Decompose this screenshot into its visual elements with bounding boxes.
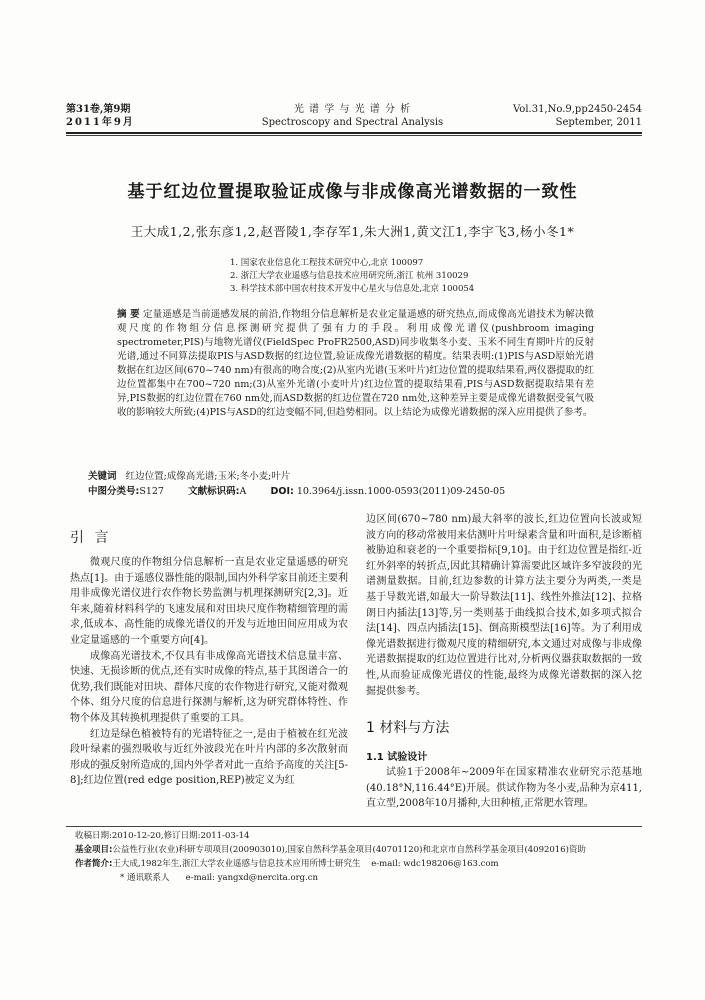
abstract-label: 摘 要: [117, 309, 140, 320]
corresponding-author-label: * 通讯联系人: [120, 873, 170, 883]
doi-label: DOI:: [270, 486, 294, 497]
fund-label: 基金项目:: [75, 845, 113, 855]
volume-issue-en: Vol.31,No.9,pp2450-2454: [513, 104, 642, 115]
doc-code-label: 文献标识码:: [188, 486, 240, 497]
affiliation-2: 2. 浙江大学农业遥感与信息技术应用研究所,浙江 杭州 310029: [230, 271, 469, 281]
doi: 10.3964/j.issn.1000-0593(2011)09-2450-05: [296, 486, 506, 497]
footnote-fund: [75, 843, 645, 857]
keywords: [88, 470, 290, 484]
journal-name-en: Spectroscopy and Spectral Analysis: [261, 117, 444, 128]
intro-heading: 引 言: [70, 530, 112, 546]
author-email: e-mail: wdc198206@163.com: [371, 859, 499, 869]
author-bio: 王大成,1982年生,浙江大学农业遥感与信息技术应用所博士研究生: [112, 859, 361, 869]
doc-code: A: [239, 486, 247, 497]
volume-issue-cn: 第31卷,第9期: [66, 104, 131, 115]
abstract-text: 定量遥感是当前遥感发展的前沿,作物组分信息解析是农业定量遥感的研究热点,而成像高光谱技术为解决微观尺度的作物组分信息探测研究提供了强有力的手段。利用成像光谱仪(pushbroom imaging spectrometer,PIS)与地物光谱仪(FieldSpec ProFR2500,ASD)同步收集冬小麦、玉米不同生育期叶片的反射光谱,通过不同算法提取PIS与ASD数据的红边位置,验证成像光谱数据的精度。结果表明:(1)PIS与ASD原始光谱数据在红边区间(670~740 nm)有很高的吻合度;(2)从室内光谱(玉米叶片)红边位置的提取结果看,两仪器提取的红边位置都集中在700~720 nm;(3)从室外光谱(小麦叶片)红边位置的提取结果看,PIS与ASD数据提取结果有差异,PIS数据的红边位置在760 nm处,而ASD数据的红边位置在720 nm处,这种差异主要是成像光谱数据受氧气吸收的影响较大所致;(4)PIS与ASD的红边变幅不同,但趋势相同。以上结论为成像光谱数据的深入应用提供了参考。: [117, 309, 595, 418]
footnote-received: 收稿日期:2010-12-20,修订日期:2011-03-14: [75, 831, 250, 841]
keywords-label: 关键词: [88, 471, 117, 482]
date-cn: 2011年9月: [66, 117, 135, 128]
right-paragraph-2: 试验1于2008年~2009年在国家精准农业研究示范基地(40.18°N,116.44°E)开展。供试作物为冬小麦,品种为京411,直立型,2008年10月播种,大田种植,正常肥水管理。: [366, 767, 642, 810]
keywords-text: 红边位置;成像高光谱;玉米;冬小麦;叶片: [125, 471, 291, 482]
footnote-rule: [66, 826, 642, 827]
section-1-heading: 1 材料与方法: [366, 720, 450, 736]
intro-paragraph-3: 红边是绿色植被特有的光谱特征之一,是由于植被在红光波段叶绿素的强烈吸收与近红外波段光在叶片内部的多次散射而形成的强反射所造成的,国内外学者对此一直给予高度的关注[5-8];红边位置(red edge position,REP)被定义为红: [70, 728, 348, 787]
date-en: September, 2011: [555, 117, 642, 128]
footnote-correspondence: [120, 871, 318, 885]
left-column: [70, 555, 348, 789]
abstract: [117, 308, 594, 420]
affiliation-3: 3. 科学技术部中国农村技术开发中心星火与信息处,北京 100054: [230, 284, 475, 294]
affiliation-1: 1. 国家农业信息化工程技术研究中心,北京 100097: [230, 258, 424, 268]
intro-paragraph-1: 微观尺度的作物组分信息解析一直是农业定量遥感的研究热点[1]。由于遥感仪器性能的限制,国内外科学家目前还主要利用非成像光谱仪进行农作物长势监测与机理探测研究[2,3]。近年来,随着材料科学的飞速发展和对田块尺度作物精细管理的需求,低成本、高性能的成像光谱仪的开发与近地田间应用成为农业定量遥感的一个重要方向[4]。: [70, 557, 348, 646]
right-column: [366, 512, 642, 699]
subsection-1-1-heading: 1.1 试验设计: [366, 752, 428, 763]
classification: [88, 485, 505, 499]
corresponding-email: e-mail: yangxd@nercita.org.cn: [185, 873, 319, 883]
author-bio-label: 作者简介:: [75, 859, 113, 869]
authors: 王大成1,2,张东彦1,2,赵晋陵1,李存军1,朱大洲1,黄文江1,李宇飞3,杨小冬1*: [130, 224, 575, 239]
fund-text: 公益性行业(农业)科研专项项目(200903010),国家自然科学基金项目(40701120)和北京市自然科学基金项目(4092016)资助: [112, 845, 586, 855]
header-rule-thin: [66, 135, 642, 136]
footnote-author: [75, 857, 645, 871]
clc-label: 中图分类号:: [88, 486, 140, 497]
paper-title: 基于红边位置提取验证成像与非成像高光谱数据的一致性: [127, 182, 578, 202]
right-paragraph-1: 边区间(670~780 nm)最大斜率的波长,红边位置向长波或短波方向的移动常被用来估测叶片叶绿素含量和叶面积,是诊断植被胁迫和衰老的一个重要指标[9,10]。由于红边位置是指红-近红外斜率的转折点,因此其精确计算需要此区域许多窄波段的光谱测量数据。目前,红边参数的计算方法主要分为两类,一类是基于导数光谱,如最大一阶导数法[11]、线性外推法[12]、拉格朗日内插法[13]等,另一类则基于曲线拟合技术,如多项式拟合法[14]、四点内插法[15]、倒高斯模型法[16]等。为了利用成像光谱数据进行微观尺度的精细研究,本文通过对成像与非成像光谱数据提取的红边位置进行比对,分析两仪器获取数据的一致性,从而验证成像光谱仪的性能,最终为成像光谱数据的深入挖掘提供参考。: [366, 514, 642, 697]
right-column-lower: [366, 765, 642, 812]
intro-paragraph-2: 成像高光谱技术,不仅具有非成像高光谱技术信息量丰富、快速、无损诊断的优点,还有实时成像的特点,基于其图谱合一的优势,我们既能对田块、群体尺度的农作物进行研究,又能对微观个体、组分尺度的信息进行探测与解析,这为研究群体特性、作物个体及其转换机理提供了重要的工具。: [70, 650, 348, 724]
clc-code: S127: [139, 486, 164, 497]
journal-name-cn: 光 谱 学 与 光 谱 分 析: [293, 104, 412, 115]
header-rule: [66, 132, 642, 134]
